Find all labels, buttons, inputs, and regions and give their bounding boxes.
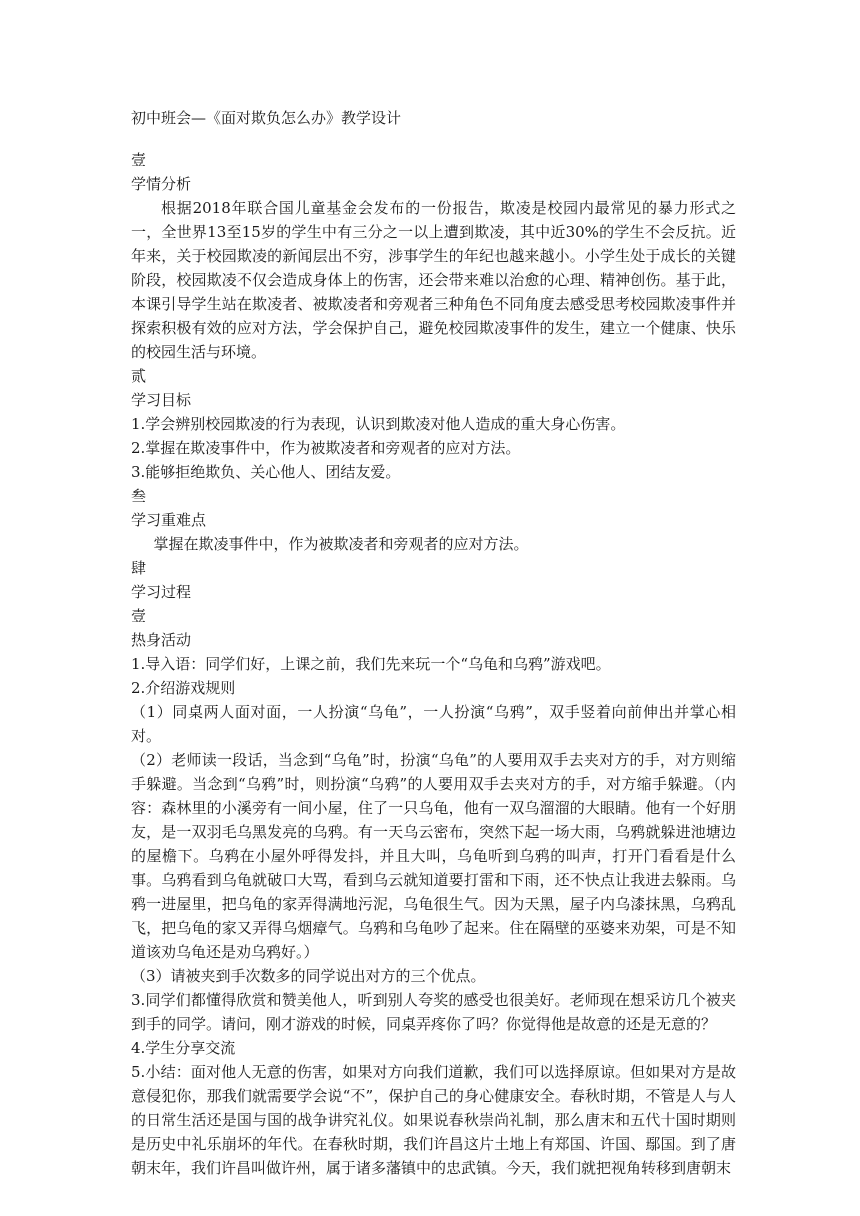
goal-item: 2.掌握在欺凌事件中，作为被欺凌者和旁观者的应对方法。 (131, 439, 521, 457)
document-title: 初中班会—《面对欺负怎么办》教学设计 (131, 109, 402, 127)
section-heading: 学习目标 (131, 391, 192, 409)
step-item: 5.小结：面对他人无意的伤害，如果对方向我们道歉，我们可以选择原谅。但如果对方是故意侵犯你，那我们就需要学会说“不”，保护自己的身心健康安全。春秋时期，不管是人与人的日常生活还是国与国的战争讲究礼仪。如果说春秋崇尚礼制，那么唐末和五代十国时期则是历史中礼乐崩坏的年代。在春秋时期，我们许昌这片土地上有郑国、许国、鄢国。到了唐朝末年，我们许昌叫做许州，属于诸多藩镇中的忠武镇。今天，我们就把视角转移到唐朝末 (131, 1063, 736, 1177)
section-paragraph: 掌握在欺凌事件中，作为被欺凌者和旁观者的应对方法。 (153, 535, 529, 553)
subsection-heading: 热身活动 (131, 631, 192, 649)
section-number: 贰 (131, 367, 147, 385)
step-item: 4.学生分享交流 (131, 1039, 236, 1057)
document-body (131, 148, 736, 1180)
step-item: 3.同学们都懂得欣赏和赞美他人，听到别人夸奖的感受也很美好。老师现在想采访几个被夹到手的同学。请问，刚才游戏的时候，同桌弄疼你了吗？你觉得他是故意的还是无意的？ (131, 991, 736, 1033)
section-paragraph: 根据2018年联合国儿童基金会发布的一份报告，欺凌是校园内最常见的暴力形式之一，全世界13至15岁的学生中有三分之一以上遭到欺凌，其中近30%的学生不会反抗。近年来，关于校园欺凌的新闻层出不穷，涉事学生的年纪也越来越小。小学生处于成长的关键阶段，校园欺凌不仅会造成身体上的伤害，还会带来难以治愈的心理、精神创伤。基于此，本课引导学生站在欺凌者、被欺凌者和旁观者三种角色不同角度去感受思考校园欺凌事件并探索积极有效的应对方法，学会保护自己，避免校园欺凌事件的发生，建立一个健康、快乐的校园生活与环境。 (131, 199, 736, 361)
section-number: 壹 (131, 151, 147, 169)
section-number: 肆 (131, 559, 147, 577)
section-heading: 学习过程 (131, 583, 192, 601)
subsection-number: 壹 (131, 607, 147, 625)
section-heading: 学习重难点 (131, 511, 207, 529)
step-item: 1.导入语：同学们好，上课之前，我们先来玩一个“乌龟和乌鸦”游戏吧。 (131, 655, 611, 673)
rule-item: （2）老师读一段话，当念到“乌龟”时，扮演“乌龟”的人要用双手去夹对方的手，对方则缩手躲避。当念到“乌鸦”时，则扮演“乌鸦”的人要用双手去夹对方的手，对方缩手躲避。（内容：森林里的小溪旁有一间小屋，住了一只乌龟，他有一双乌溜溜的大眼睛。他有一个好朋友，是一双羽毛乌黑发亮的乌鸦。有一天乌云密布，突然下起一场大雨，乌鸦就躲进池塘边的屋檐下。乌鸦在小屋外呼得发抖，并且大叫，乌龟听到乌鸦的叫声，打开门看看是什么事。乌鸦看到乌龟就破口大骂，看到乌云就知道要打雷和下雨，还不快点让我进去躲雨。乌鸦一进屋里，把乌龟的家弄得满地污泥，乌龟很生气。因为天黑，屋子内乌漆抹黑，乌鸦乱飞，把乌龟的家又弄得乌烟瘴气。乌鸦和乌龟吵了起来。住在隔壁的巫婆来劝架，可是不知道该劝乌龟还是劝乌鸦好。） (131, 751, 736, 961)
goal-item: 1.学会辨别校园欺凌的行为表现，认识到欺凌对他人造成的重大身心伤害。 (131, 415, 626, 433)
step-item: 2.介绍游戏规则 (131, 679, 236, 697)
rule-item: （3）请被夹到手次数多的同学说出对方的三个优点。 (131, 967, 486, 985)
section-number: 叁 (131, 487, 147, 505)
section-heading: 学情分析 (131, 175, 192, 193)
rule-item: （1）同桌两人面对面，一人扮演“乌龟”，一人扮演“乌鸦”，双手竖着向前伸出并掌心相对。 (131, 703, 736, 745)
goal-item: 3.能够拒绝欺负、关心他人、团结友爱。 (131, 463, 401, 481)
